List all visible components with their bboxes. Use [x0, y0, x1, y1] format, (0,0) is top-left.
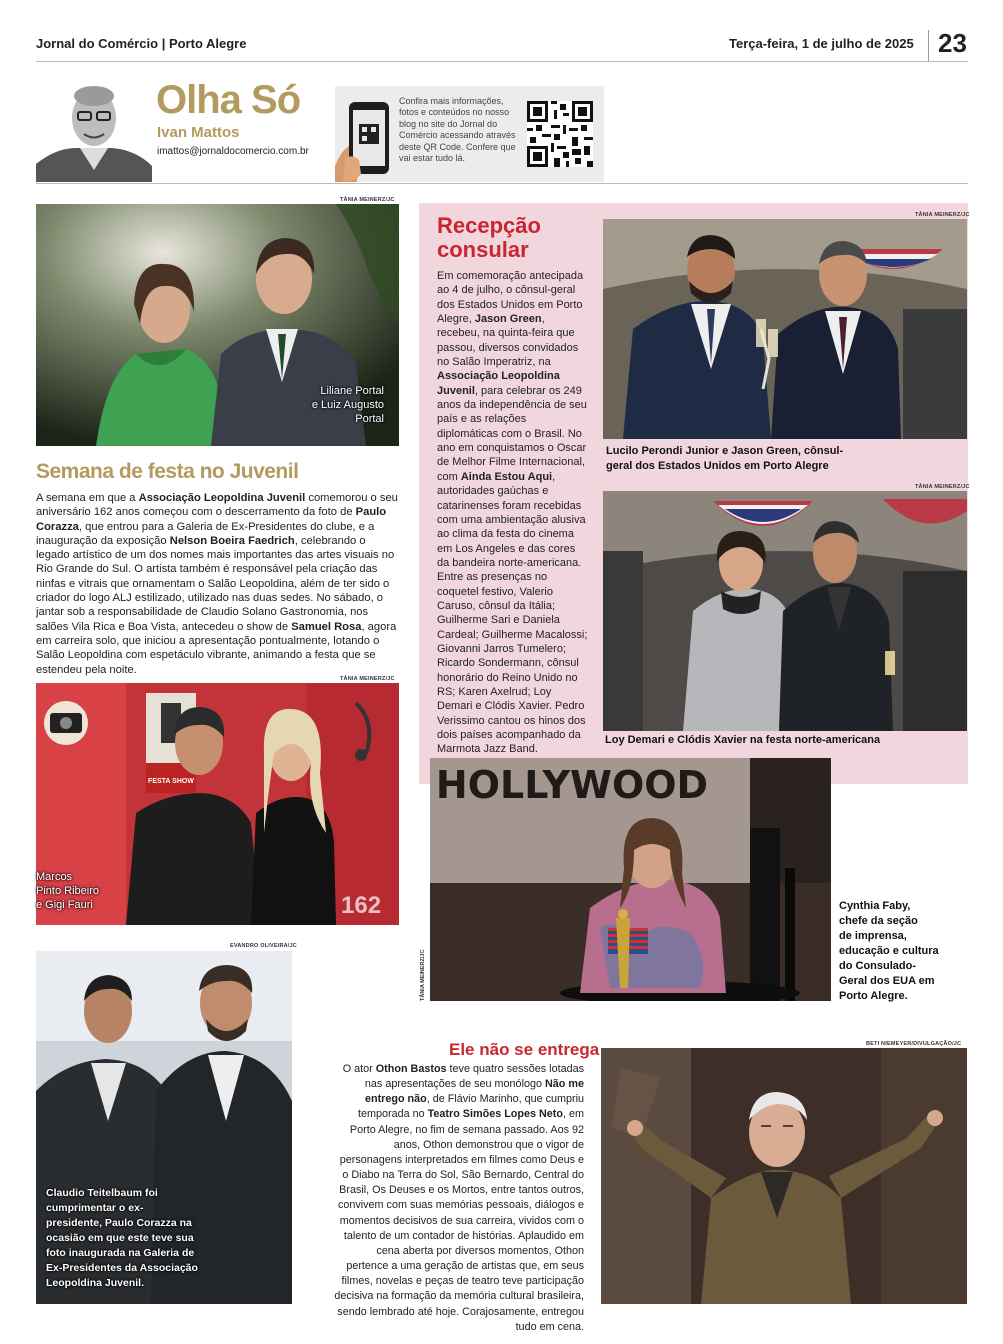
columnist-email[interactable]: imattos@jornaldocomercio.com.br: [157, 146, 309, 157]
photo-caption: Marcos Pinto Ribeiro e Gigi Fauri: [36, 871, 99, 911]
columnist-name: Ivan Mattos: [157, 124, 240, 141]
article-title: Recepção consular: [437, 213, 541, 262]
qr-code-icon[interactable]: [527, 101, 593, 167]
phone-hand-icon: [335, 96, 395, 182]
column-title: Olha Só: [156, 78, 301, 122]
photo-caption: Liliane Portal e Luiz Augusto Portal: [311, 385, 384, 425]
photo-loy-clodis: [603, 491, 967, 731]
photo-credit: BETI NIEMEYER/DIVULGAÇÃO/JC: [866, 1041, 962, 1047]
photo-credit: TÂNIA MEINERZ/JC: [420, 949, 426, 1001]
photo-caption: Cynthia Faby, chefe da seção de imprensa, educação e cultura do Consulado- Geral dos EUA em Porto Alegre.: [839, 900, 939, 1002]
header-rule: [36, 61, 968, 62]
photo-credit: EVANDRO OLIVEIRA/JC: [230, 943, 297, 949]
article-body: O ator Othon Bastos teve quatro sessões lotadas nas apresentações de seu monólogo Não me entrego não, de Flávio Marinho, que cumpriu temporada no Teatro Simões Lopes Neto, em Porto Alegre, no fim de semana passado. Aos 92 anos, Othon demonstrou que o vigor de personagens interpretados em filmes como Deus e o Diabo na Terra do Sol, São Bernardo, Central do Brasil, Os Deuses e os Mortos, entre tantos outros, convivem com suas memórias pessoais, diálogos e momentos decisivos de sua carreira, vividos com o talento de um contador de histórias. Aplaudido em cena aberta por diversos momentos, Othon pertence a uma geração de artistas que, em seus filmes, novelas e peças de teatro teve participação decisiva na formação da memória cultural brasileira, sendo lembrado até hoje. Corajosamente, entregou tudo em cena.: [334, 1063, 584, 1333]
photo-caption: Claudio Teitelbaum foi cumprimentar o ex- presidente, Paulo Corazza na ocasião em que este teve sua foto inaugurada na Galeria de Ex-Presidentes da Associação Leopoldina Juvenil.: [46, 1187, 198, 1289]
article-body: A semana em que a Associação Leopoldina Juvenil comemorou o seu aniversário 162 anos começou com o descerramento da foto de Paulo Corazza, que entrou para a Galeria de Ex-Presidentes do clube, e a inauguração da exposição Nelson Boeira Faedrich, celebrando o legado artístico de um dos nomes mais importantes das artes visuais no Rio Grande do Sul. O artista também é responsável pela criação das ninfas e vitrais que ornamentam o Salão Leopoldina, além de ter sido o criador do logo ALJ estilizado, utilizado nas duas sedes. No sábado, o jantar sob a responsabilidade de Claudio Solano Gastronomia, nos salões Vila Rica e Boa Vista, antecedeu o show de Samuel Rosa, agora em carreira solo, que iniciou a apresentação pontualmente, lotando o Salão Leopoldina com espetáculo vibrante, animando a festa que se estendeu pela noite.: [36, 492, 398, 676]
photo-credit: TÂNIA MEINERZ/JC: [915, 484, 970, 490]
masthead-rule: [36, 183, 968, 184]
qr-promo-text: Confira mais informações, fotos e conteúdos no nosso blog no site do Jornal do Comércio acessando através deste QR Code. Confere que vai estar tudo lá.: [399, 96, 516, 164]
photo-credit: TÂNIA MEINERZ/JC: [340, 676, 395, 682]
photo-caption: Lucilo Perondi Junior e Jason Green, cônsul- geral dos Estados Unidos em Porto Alegre: [606, 445, 844, 472]
header-divider: [928, 30, 929, 62]
columnist-photo: [36, 78, 152, 182]
article-title: Semana de festa no Juvenil: [36, 460, 299, 483]
sign-text: FESTA SHOW: [148, 778, 194, 785]
page-number: 23: [938, 28, 967, 58]
sign-number: 162: [341, 892, 382, 919]
photo-caption: Loy Demari e Clódis Xavier na festa norte-americana: [605, 734, 881, 746]
photo-cynthia: [430, 758, 831, 1001]
sign-text: HOLLYWOOD: [435, 763, 709, 807]
photo-othon-bastos: [601, 1048, 967, 1304]
article-body: Em comemoração antecipada ao 4 de julho, o cônsul-geral dos Estados Unidos em Porto Alegre, Jason Green, recebeu, na quinta-feira que passou, diversos convidados no Salão Imperatriz, na Associação Leopoldina Juvenil, para celebrar os 249 anos da independência de seu país e as relações diplomáticas com o Brasil. No ano em conquistamos o Oscar de Melhor Filme Internacional, com Ainda Estou Aqui, autoridades gaúchas e catarinenses foram recebidas com uma ambientação alusiva ao clima da festa do cinema em Los Angeles e das cores da bandeira norte-americana. Entre as presenças no coquetel festivo, Valerio Caruso, cônsul da Itália; Guilherme Sari e Daniela Cardeal; Guilherme Macalossi; Giovanni Jarros Tumelero; Ricardo Sondermann, cônsul honorário do Reino Unido no RS; Karen Axelrud; Loy Demari e Clódis Xavier. Pedro Verissimo cantou os hinos dos dois países acompanhado da Marmota Jazz Band.: [437, 270, 588, 756]
photo-lucilo-jason: [603, 219, 967, 439]
newspaper-name: Jornal do Comércio | Porto Alegre: [36, 36, 247, 51]
photo-credit: TÂNIA MEINERZ/JC: [340, 197, 395, 203]
photo-credit: TÂNIA MEINERZ/JC: [915, 212, 970, 218]
article-title: Ele não se entrega: [449, 1040, 600, 1059]
issue-date: Terça-feira, 1 de julho de 2025: [729, 36, 914, 51]
